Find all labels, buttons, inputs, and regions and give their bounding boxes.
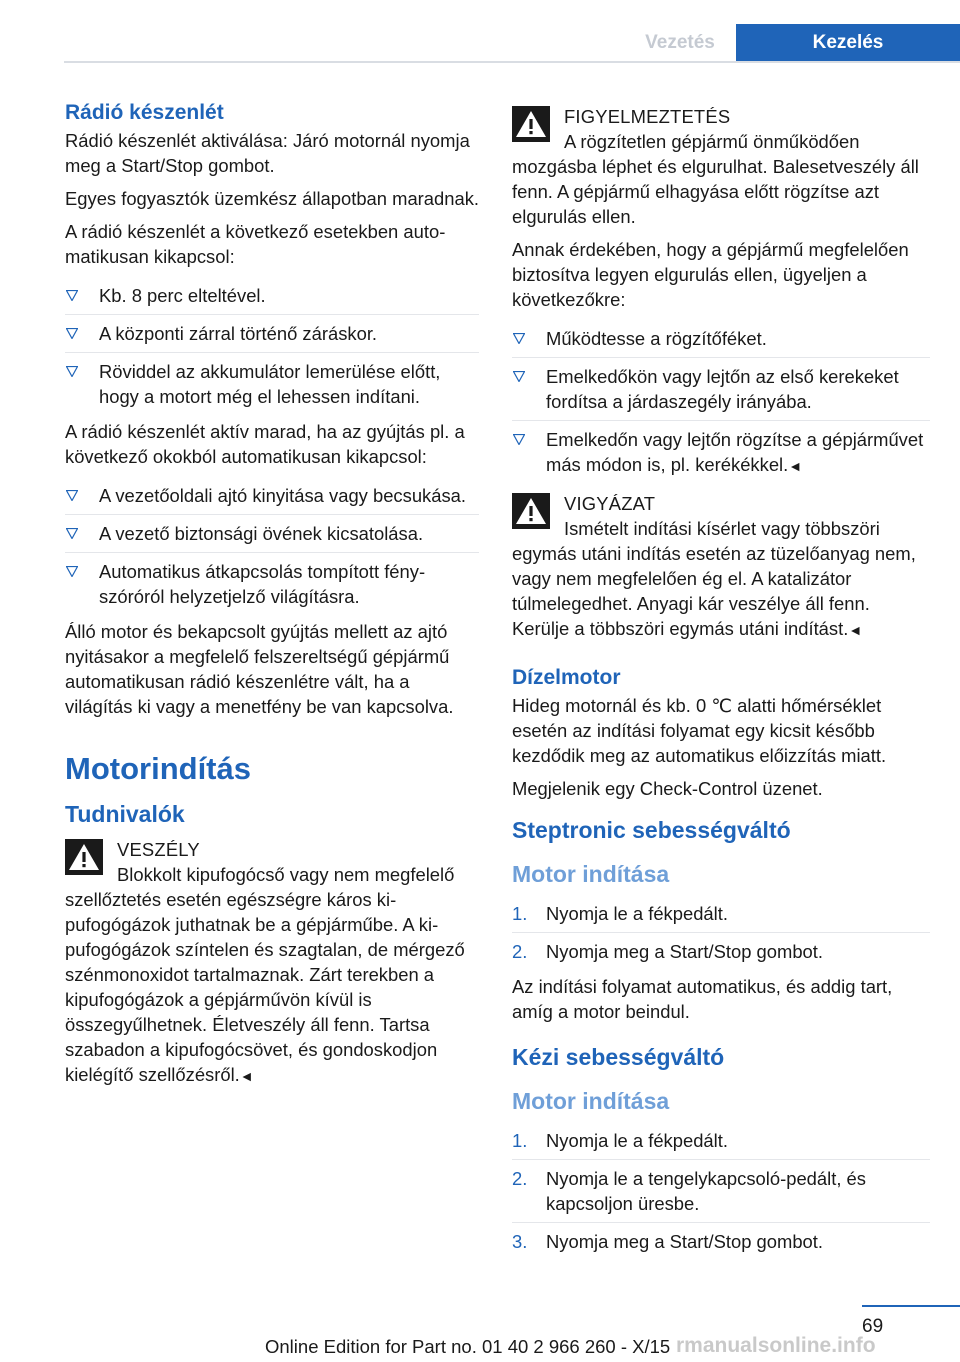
radio-standby-heading: Rádió készenlét: [65, 101, 224, 124]
triangle-bullet-icon: [66, 290, 78, 301]
warning-triangle-icon: [512, 493, 550, 529]
paragraph: A rádió készenlét aktív marad, ha az gyújtás pl. a következő okokból automatikusan kikapcsol:: [65, 421, 465, 467]
list-item-text: Kb. 8 perc elteltével.: [99, 285, 266, 306]
list-item: [512, 420, 930, 485]
list-item-text: Automatikus átkapcsolás tompított fényszóróról helyzetjelző világításra.: [99, 561, 426, 607]
paragraph: Egyes fogyasztók üzemkész állapotban maradnak.: [65, 188, 480, 209]
danger-warning: [65, 837, 479, 1089]
triangle-bullet-icon: [66, 528, 78, 539]
warning-title: FIGYELMEZTETÉS: [564, 106, 731, 127]
watermark: rmanualsonline.info: [676, 1334, 876, 1357]
start-engine-heading: Motor indítása: [512, 1088, 670, 1114]
triangle-bullet-icon: [66, 328, 78, 339]
paragraph: Annak érdekében, hogy a gépjármű megfelelően biztosítva legyen elgurulás ellen, ügyeljen a következőkre:: [512, 239, 909, 310]
bullet-list: [65, 477, 479, 615]
triangle-bullet-icon: [513, 333, 525, 344]
triangle-bullet-icon: [66, 566, 78, 577]
warning-title: VIGYÁZAT: [564, 493, 656, 514]
list-item-text: Röviddel az akkumulátor lemerülése előtt, hogy a motort még el lehessen indítani.: [99, 361, 441, 407]
tab-kezeles[interactable]: Kezelés: [736, 24, 960, 61]
end-mark: ◄: [788, 458, 803, 474]
attention-warning: [512, 491, 930, 643]
start-engine-heading: Motor indítása: [512, 861, 670, 887]
list-item-text: Nyomja meg a Start/Stop gombot.: [546, 1231, 824, 1252]
list-item: [512, 320, 930, 357]
list-item: [512, 1222, 930, 1260]
step-number: 3.: [512, 1231, 528, 1252]
list-item: [65, 477, 479, 514]
numbered-list: [512, 1122, 930, 1260]
list-item-text: Nyomja le a fékpedált.: [546, 903, 728, 924]
numbered-list: [512, 895, 930, 970]
list-item: [512, 932, 930, 970]
list-item-text: A vezető biztonsági övének kicsatolása.: [99, 523, 424, 544]
list-item-text: A vezetőoldali ajtó kinyitása vagy becsukása.: [99, 485, 467, 506]
triangle-bullet-icon: [66, 366, 78, 377]
list-item: [512, 895, 930, 932]
list-item: [65, 352, 479, 415]
warning-title: VESZÉLY: [117, 839, 200, 860]
warning-text: Blokkolt kipufogócső vagy nem megfelelő szellőztetés esetén egészségre káros kipufogógázok juthatnak be a gépjárműbe. A kipufogógázok színtelen és szagtalan, de mérgező szénmonoxidot tartalmaznak. Zárt terekben a kipufogógázok a gépjárművön kívül is összegyűlhetnek. Életveszély áll fenn. Tartsa szabadon a kipufogócsövet, és gondoskodjon kielégítő szellőzésről.: [65, 864, 465, 1085]
steptronic-heading: Steptronic sebességváltó: [512, 817, 791, 843]
list-item: [65, 314, 479, 352]
step-number: 2.: [512, 1168, 528, 1189]
list-item: [512, 357, 930, 420]
left-column: [65, 100, 479, 1097]
warning-triangle-icon: [65, 839, 103, 875]
paragraph: Megjelenik egy Check-Control üzenet.: [512, 778, 823, 799]
triangle-bullet-icon: [66, 490, 78, 501]
step-number: 1.: [512, 903, 528, 924]
warning-text: Ismételt indítási kísérlet vagy többszöri egymás utáni indítás esetén az tüzelőanyag nem, vagy nem megfelelően ég el. A katalizátor túlmelegedhet. Anyagi kár veszélye áll fenn. Kerülje a többszöri egymás utáni indítást.: [512, 518, 916, 639]
list-item-text: Emelkedőn vagy lejtőn rögzítse a gépjárművet más módon is, pl. kerékékkel.: [546, 429, 924, 475]
triangle-bullet-icon: [513, 434, 525, 445]
paragraph: Álló motor és bekapcsolt gyújtás mellett az ajtó nyitásakor a megfelelő felszereltségű gépjármű automatikusan rádió készenlétre vált, ha a világítás ki vagy a menetfény be van kapcsolva.: [65, 621, 454, 717]
warning-triangle-icon: [512, 106, 550, 142]
header-divider: [64, 61, 960, 63]
page-number: 69: [862, 1316, 884, 1337]
notes-heading: Tudnivalók: [65, 801, 185, 827]
paragraph: Rádió készenlét aktiválása: Járó motornál nyomja meg a Start/Stop gombot.: [65, 130, 470, 176]
edition-footer: Online Edition for Part no. 01 40 2 966 260 - X/15: [265, 1336, 671, 1357]
list-item-text: Nyomja le a tengelykapcsoló-pedált, és kapcsoljon üresbe.: [546, 1168, 866, 1214]
diesel-heading: Dízelmotor: [512, 666, 621, 689]
list-item-text: Működtesse a rögzítőféket.: [546, 328, 767, 349]
list-item-text: Nyomja le a fékpedált.: [546, 1130, 728, 1151]
list-item: [512, 1159, 930, 1222]
step-number: 1.: [512, 1130, 528, 1151]
caution-warning: [512, 104, 930, 229]
list-item: [65, 552, 479, 615]
list-item: [65, 277, 479, 314]
paragraph: Az indítási folyamat automatikus, és addig tart, amíg a motor beindul.: [512, 976, 893, 1022]
end-mark: ◄: [848, 622, 863, 638]
list-item: [512, 1122, 930, 1159]
list-item-text: A központi zárral történő záráskor.: [99, 323, 378, 344]
right-column: [512, 100, 930, 1264]
warning-text: A rögzítetlen gépjármű önműködően mozgásba léphet és elgurulhat. Balesetveszély áll fenn. A gépjármű elhagyása előtt rögzítse azt elgurulás ellen.: [512, 131, 919, 227]
manual-gearbox-heading: Kézi sebességváltó: [512, 1044, 725, 1070]
tab-vezetes[interactable]: Vezetés: [645, 32, 715, 53]
bullet-list: [512, 320, 930, 485]
paragraph: Hideg motornál és kb. 0 ℃ alatti hőmérséklet esetén az indítási folyamat egy kicsit később kezdődik meg az automatikus előizzítás miatt.: [512, 695, 887, 766]
footer-divider: [862, 1305, 960, 1307]
end-mark: ◄: [239, 1068, 254, 1084]
triangle-bullet-icon: [513, 371, 525, 382]
step-number: 2.: [512, 941, 528, 962]
paragraph: A rádió készenlét a következő esetekben automatikusan kikapcsol:: [65, 221, 446, 267]
list-item-text: Emelkedőkön vagy lejtőn az első kerekeket fordítsa a járdaszegély irányába.: [546, 366, 899, 412]
bullet-list: [65, 277, 479, 415]
list-item: [65, 514, 479, 552]
engine-start-heading: Motorindítás: [65, 751, 251, 786]
list-item-text: Nyomja meg a Start/Stop gombot.: [546, 941, 824, 962]
